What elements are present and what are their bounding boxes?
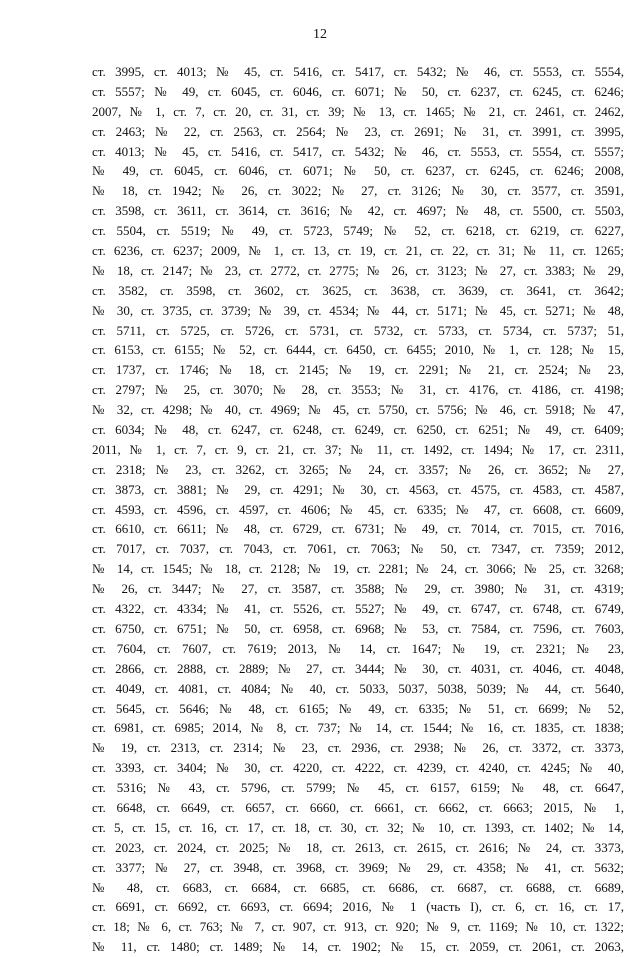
text-line: ст. 4049, ст. 4081, ст. 4084; № 40, ст. 5033, 5037, 5038, 5039; № 44, ст. 5640, <box>92 680 624 696</box>
text-line: ст. 5645, ст. 5646; № 48, ст. 6165; № 49, ст. 6335; № 51, ст. 6699; № 52, <box>92 700 624 716</box>
text-line: № 18, ст. 1942; № 26, ст. 3022; № 27, ст. 3126; № 30, ст. 3577, ст. 3591, <box>92 183 624 199</box>
text-line: ст. 6153, ст. 6155; № 52, ст. 6444, ст. 6450, ст. 6455; 2010, № 1, ст. 128; № 15, <box>92 342 624 358</box>
text-line: ст. 3377; № 27, ст. 3948, ст. 3968, ст. 3969; № 29, ст. 4358; № 41, ст. 5632; <box>92 859 624 875</box>
text-line: ст. 5504, ст. 5519; № 49, ст. 5723, 5749; № 52, ст. 6218, ст. 6219, ст. 6227, <box>92 223 624 239</box>
text-line: ст. 5, ст. 15, ст. 16, ст. 17, ст. 18, ст. 30, ст. 32; № 10, ст. 1393, ст. 1402; № 14, <box>92 819 624 835</box>
text-line: № 14, ст. 1545; № 18, ст. 2128; № 19, ст. 2281; № 24, ст. 3066; № 25, ст. 3268; <box>92 561 624 577</box>
text-line: ст. 4322, ст. 4334; № 41, ст. 5526, ст. 5527; № 49, ст. 6747, ст. 6748, ст. 6749, <box>92 601 624 617</box>
page-number: 12 <box>313 27 327 42</box>
text-line: ст. 3393, ст. 3404; № 30, ст. 4220, ст. 4222, ст. 4239, ст. 4240, ст. 4245; № 40, <box>92 760 624 776</box>
text-line: ст. 4593, ст. 4596, ст. 4597, ст. 4606; № 45, ст. 6335; № 47, ст. 6608, ст. 6609, <box>92 501 624 517</box>
text-line: ст. 2463; № 22, ст. 2563, ст. 2564; № 23, ст. 2691; № 31, ст. 3991, ст. 3995, <box>92 123 624 139</box>
text-line: ст. 3582, ст. 3598, ст. 3602, ст. 3625, ст. 3638, ст. 3639, ст. 3641, ст. 3642; <box>92 282 624 298</box>
text-line: 2011, № 1, ст. 7, ст. 9, ст. 21, ст. 37; № 11, ст. 1492, ст. 1494; № 17, ст. 2311, <box>92 441 624 457</box>
text-line: ст. 2318; № 23, ст. 3262, ст. 3265; № 24, ст. 3357; № 26, ст. 3652; № 27, <box>92 461 624 477</box>
text-line: ст. 6648, ст. 6649, ст. 6657, ст. 6660, ст. 6661, ст. 6662, ст. 6663; 2015, № 1, <box>92 799 624 815</box>
text-line: ст. 6981, ст. 6985; 2014, № 8, ст. 737; № 14, ст. 1544; № 16, ст. 1835, ст. 1838; <box>92 720 624 736</box>
text-line: № 26, ст. 3447; № 27, ст. 3587, ст. 3588; № 29, ст. 3980; № 31, ст. 4319; <box>92 581 624 597</box>
text-line: ст. 6691, ст. 6692, ст. 6693, ст. 6694; 2016, № 1 (часть I), ст. 6, ст. 16, ст. 17, <box>92 899 624 915</box>
text-line: № 32, ст. 4298; № 40, ст. 4969; № 45, ст. 5750, ст. 5756; № 46, ст. 5918; № 47, <box>92 402 624 418</box>
text-line: № 19, ст. 2313, ст. 2314; № 23, ст. 2936, ст. 2938; № 26, ст. 3372, ст. 3373, <box>92 740 624 756</box>
text-line: ст. 7604, ст. 7607, ст. 7619; 2013, № 14, ст. 1647; № 19, ст. 2321; № 23, <box>92 640 624 656</box>
text-line: ст. 6610, ст. 6611; № 48, ст. 6729, ст. 6731; № 49, ст. 7014, ст. 7015, ст. 7016, <box>92 521 624 537</box>
text-line: № 49, ст. 6045, ст. 6046, ст. 6071; № 50, ст. 6237, ст. 6245, ст. 6246; 2008, <box>92 163 624 179</box>
text-line: ст. 3995, ст. 4013; № 45, ст. 5416, ст. 5417, ст. 5432; № 46, ст. 5553, ст. 5554, <box>92 64 624 79</box>
text-line: ст. 3873, ст. 3881; № 29, ст. 4291; № 30, ст. 4563, ст. 4575, ст. 4583, ст. 4587, <box>92 481 624 497</box>
text-line: ст. 18; № 6, ст. 763; № 7, ст. 907, ст. 913, ст. 920; № 9, ст. 1169; № 10, ст. 1322; <box>92 919 624 935</box>
body-text <box>92 62 624 957</box>
text-line: № 48, ст. 6683, ст. 6684, ст. 6685, ст. 6686, ст. 6687, ст. 6688, ст. 6689, <box>92 879 624 895</box>
text-line: ст. 1737, ст. 1746; № 18, ст. 2145; № 19, ст. 2291; № 21, ст. 2524; № 23, <box>92 362 624 378</box>
text-line: ст. 6750, ст. 6751; № 50, ст. 6958, ст. 6968; № 53, ст. 7584, ст. 7596, ст. 7603, <box>92 620 624 636</box>
text-line: ст. 5711, ст. 5725, ст. 5726, ст. 5731, ст. 5732, ст. 5733, ст. 5734, ст. 5737; 51, <box>92 322 624 338</box>
text-line: ст. 2797; № 25, ст. 3070; № 28, ст. 3553; № 31, ст. 4176, ст. 4186, ст. 4198; <box>92 382 624 398</box>
text-line: ст. 2866, ст. 2888, ст. 2889; № 27, ст. 3444; № 30, ст. 4031, ст. 4046, ст. 4048, <box>92 660 624 676</box>
text-line: ст. 6236, ст. 6237; 2009, № 1, ст. 13, ст. 19, ст. 21, ст. 22, ст. 31; № 11, ст. 1265; <box>92 243 624 259</box>
text-line: ст. 5316; № 43, ст. 5796, ст. 5799; № 45, ст. 6157, 6159; № 48, ст. 6647, <box>92 780 624 796</box>
text-line: ст. 4013; № 45, ст. 5416, ст. 5417, ст. 5432; № 46, ст. 5553, ст. 5554, ст. 5557; <box>92 143 624 159</box>
text-line: ст. 6034; № 48, ст. 6247, ст. 6248, ст. 6249, ст. 6250, ст. 6251; № 49, ст. 6409; <box>92 422 624 438</box>
text-line: ст. 3598, ст. 3611, ст. 3614, ст. 3616; № 42, ст. 4697; № 48, ст. 5500, ст. 5503, <box>92 203 624 219</box>
text-line: № 18, ст. 2147; № 23, ст. 2772, ст. 2775; № 26, ст. 3123; № 27, ст. 3383; № 29, <box>92 262 624 278</box>
text-line: 2007, № 1, ст. 7, ст. 20, ст. 31, ст. 39; № 13, ст. 1465; № 21, ст. 2461, ст. 2462, <box>92 103 624 119</box>
text-line: ст. 2023, ст. 2024, ст. 2025; № 18, ст. 2613, ст. 2615, ст. 2616; № 24, ст. 3373, <box>92 839 624 855</box>
text-line: № 11, ст. 1480; ст. 1489; № 14, ст. 1902; № 15, ст. 2059, ст. 2061, ст. 2063, <box>92 939 624 955</box>
text-line: № 30, ст. 3735, ст. 3739; № 39, ст. 4534; № 44, ст. 5171; № 45, ст. 5271; № 48, <box>92 302 624 318</box>
text-line: ст. 7017, ст. 7037, ст. 7043, ст. 7061, ст. 7063; № 50, ст. 7347, ст. 7359; 2012, <box>92 541 624 557</box>
text-line: ст. 5557; № 49, ст. 6045, ст. 6046, ст. 6071; № 50, ст. 6237, ст. 6245, ст. 6246; <box>92 83 624 99</box>
